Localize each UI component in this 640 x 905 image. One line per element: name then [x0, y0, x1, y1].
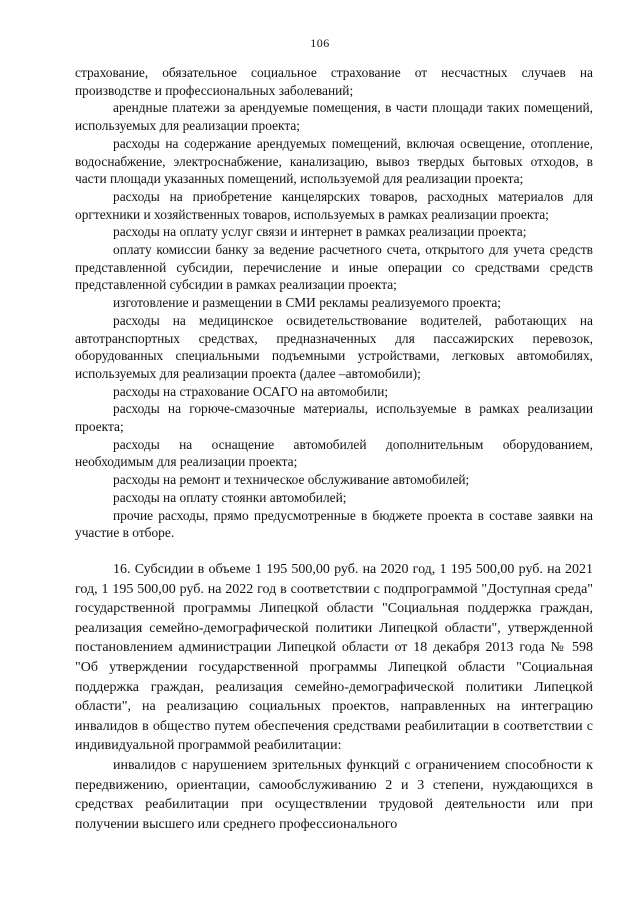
paragraph: страхование, обязательное социальное страхование от несчастных случаев на производстве и профессиональных заболеваний;	[75, 65, 593, 98]
paragraph: расходы на ремонт и техническое обслуживание автомобилей;	[113, 472, 470, 488]
paragraph: расходы на оплату стоянки автомобилей;	[113, 489, 347, 505]
paragraph: расходы на оснащение автомобилей дополнительным оборудованием, необходимым для реализации проекта;	[75, 436, 593, 470]
page-number: 106	[310, 36, 330, 50]
paragraph: оплату комиссии банку за ведение расчетного счета, открытого для учета средств представленной субсидии, перечисление и иные операции со средствами средств представленной субсидии в рамках реализации проекта;	[75, 242, 593, 293]
paragraph: изготовление и размещении в СМИ рекламы реализуемого проекта;	[113, 295, 502, 311]
paragraph: расходы на горюче-смазочные материалы, используемые в рамках реализации проекта;	[75, 401, 593, 435]
paragraph: прочие расходы, прямо предусмотренные в бюджете проекта в составе заявки на участие в отборе.	[75, 507, 593, 541]
paragraph: расходы на страхование ОСАГО на автомобили;	[113, 383, 389, 399]
section-16	[75, 560, 593, 834]
section-16-item: инвалидов с нарушением зрительных функций с ограничением способности к передвижению, ориентации, самообслуживанию 2 и 3 степени, нуждающихся в средствах реабилитации при осуществлении трудовой деятельности или при получении высшего или среднего профессионального	[75, 757, 593, 832]
paragraph: расходы на приобретение канцелярских товаров, расходных материалов для оргтехники и хозяйственных товаров, используемых в рамках реализации проекта;	[75, 188, 593, 222]
paragraph: арендные платежи за арендуемые помещения, в части площади таких помещений, используемых для реализации проекта;	[75, 100, 593, 134]
document-body	[75, 64, 593, 834]
paragraph: расходы на содержание арендуемых помещений, включая освещение, отопление, водоснабжение, электроснабжение, канализацию, вывоз твердых бытовых отходов, в части площади указанных помещений, используемой для реализации проекта;	[75, 135, 593, 187]
paragraph: расходы на оплату услуг связи и интернет в рамках реализации проекта;	[113, 224, 527, 240]
paragraph: расходы на медицинское освидетельствование водителей, работающих на автотранспортных средствах, предназначенных для пассажирских перевозок, оборудованных специальными подъемными устройствами, легковых автомобилях, используемых для реализации проекта (далее –автомобили);	[75, 312, 593, 381]
section-16-paragraph: 16. Субсидии в объеме 1 195 500,00 руб. на 2020 год, 1 195 500,00 руб. на 2021 год, 1 195 500,00 руб. на 2022 год в соответствии с подпрограммой "Доступная среда" государственной программы Липецкой области "Социальная поддержка граждан, реализация семейно-демографической политики Липецкой области", утвержденной постановлением администрации Липецкой области от 18 декабря 2013 года № 598 "Об утверждении государственной программы Липецкой области "Социальная поддержка граждан, реализация семейно-демографической политики Липецкой области", на реализацию социальных проектов, направленных на интеграцию инвалидов в общество путем обеспечения средствами реабилитации в соответствии с индивидуальной программой реабилитации:	[75, 561, 593, 754]
